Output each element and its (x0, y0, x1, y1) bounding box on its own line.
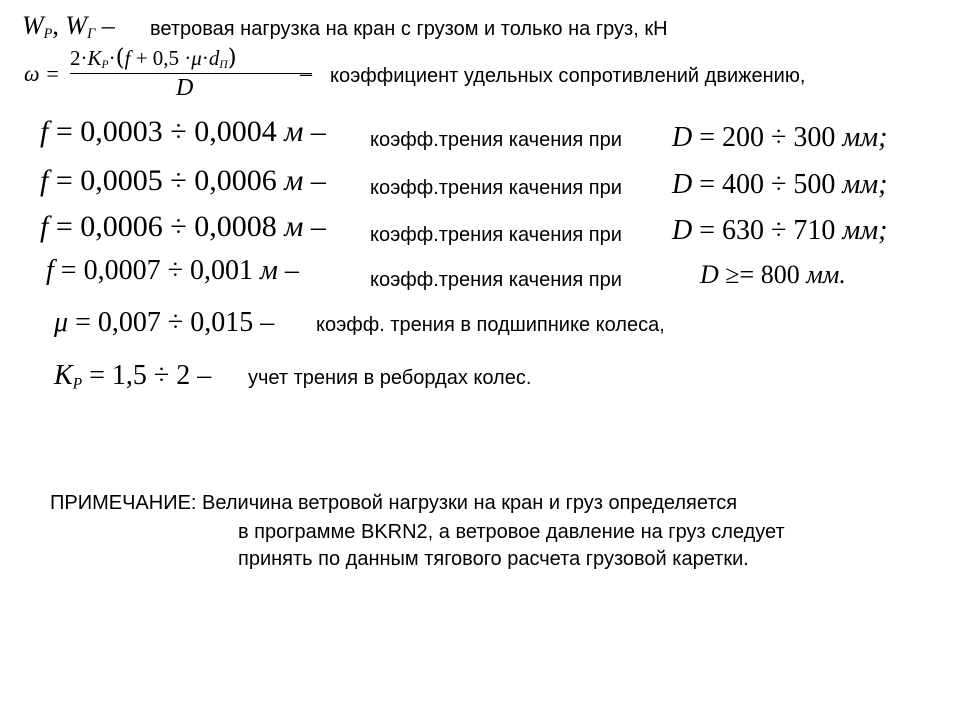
diameter-condition-4 (700, 262, 846, 288)
num-mu-symbol: μ (191, 46, 202, 70)
kp-symbol: K (54, 360, 73, 391)
note-lead: ПРИМЕЧАНИЕ: (50, 492, 197, 514)
d-unit: мм; (842, 122, 888, 153)
d-range: = 200 ÷ 300 (692, 122, 843, 153)
omega-denominator: D (176, 75, 194, 101)
d-range: = 400 ÷ 500 (692, 169, 843, 200)
rolling-description-1: коэфф.трения качения при (370, 129, 622, 151)
f-unit: м – (284, 115, 326, 148)
num-right-paren: ) (227, 45, 237, 71)
mu-range: = 0,007 ÷ 0,015 – (68, 307, 275, 338)
omega-dash: – (300, 61, 312, 87)
d-range: = 630 ÷ 710 (692, 215, 843, 246)
f-unit: м – (284, 210, 326, 243)
f-range: = 0,0007 ÷ 0,001 (53, 255, 260, 286)
num-d-subscript: П (219, 59, 228, 72)
omega-symbol: ω = (24, 61, 60, 86)
bearing-friction-description: коэфф. трения в подшипнике колеса, (316, 314, 665, 336)
mu-symbol: μ (54, 307, 69, 338)
d-range: ≥= 800 (718, 260, 807, 289)
bearing-friction-formula (54, 309, 274, 337)
omega-lhs (24, 63, 60, 85)
f-symbol: f (40, 115, 49, 148)
rolling-description-4: коэфф.трения качения при (370, 269, 622, 291)
rolling-formula-4 (46, 257, 299, 285)
wp-symbol: W (22, 11, 44, 40)
num-f-symbol: f (124, 46, 131, 70)
num-dot: · (80, 46, 88, 70)
diameter-condition-1 (672, 124, 887, 152)
omega-description: коэффициент удельных сопротивлений движению, (330, 65, 806, 87)
num-dot: · (201, 46, 209, 70)
f-symbol: f (46, 255, 54, 286)
flange-friction-description: учет трения в ребордах колес. (248, 367, 532, 389)
rolling-formula-2 (40, 166, 326, 196)
f-range: = 0,0006 ÷ 0,0008 (48, 210, 285, 243)
num-k-symbol: K (87, 46, 102, 70)
flange-friction-formula (54, 362, 211, 392)
d-symbol: D (672, 122, 693, 153)
note-text-1: Величина ветровой нагрузки на кран и груз определяется (202, 492, 738, 514)
d-unit: мм; (842, 169, 888, 200)
num-dot: · (108, 46, 116, 70)
num-k-subscript: P (101, 59, 109, 72)
wind-load-formula (22, 13, 115, 41)
diameter-condition-3 (672, 217, 887, 245)
rolling-description-3: коэфф.трения качения при (370, 224, 622, 246)
omega-numerator (70, 45, 237, 71)
note-line-3: принять по данным тягового расчета грузовой каретки. (238, 548, 749, 570)
wind-comma: , (52, 11, 66, 40)
diameter-condition-2 (672, 171, 887, 199)
d-unit: мм; (842, 215, 888, 246)
f-symbol: f (40, 164, 49, 197)
num-plus-term: + 0,5 · (130, 46, 192, 70)
wg-symbol: W (65, 11, 88, 40)
d-unit: мм. (806, 260, 846, 289)
num-left-paren: ( (115, 45, 125, 71)
rolling-description-2: коэфф.трения качения при (370, 177, 622, 199)
num-d-symbol: d (208, 46, 220, 70)
rolling-formula-1 (40, 117, 326, 147)
f-unit: м – (284, 164, 326, 197)
note-line-1 (50, 493, 737, 513)
fraction-bar (70, 73, 312, 74)
f-range: = 0,0003 ÷ 0,0004 (48, 115, 285, 148)
f-symbol: f (40, 210, 49, 243)
wg-subscript: Г (87, 26, 96, 42)
f-unit: м – (259, 255, 299, 286)
kp-subscript: P (72, 375, 83, 393)
f-range: = 0,0005 ÷ 0,0006 (48, 164, 285, 197)
omega-fraction (70, 45, 320, 107)
note-line-2: в программе BKRN2, а ветровое давление на груз следует (238, 521, 785, 543)
wp-subscript: P (43, 26, 53, 42)
wind-dash: – (95, 11, 115, 40)
d-symbol: D (672, 215, 693, 246)
kp-range: = 1,5 ÷ 2 – (82, 360, 212, 391)
num-two: 2 (70, 46, 81, 70)
wind-load-description: ветровая нагрузка на кран с грузом и только на груз, кН (150, 18, 668, 40)
rolling-formula-3 (40, 212, 326, 242)
d-symbol: D (700, 260, 719, 289)
d-symbol: D (672, 169, 693, 200)
